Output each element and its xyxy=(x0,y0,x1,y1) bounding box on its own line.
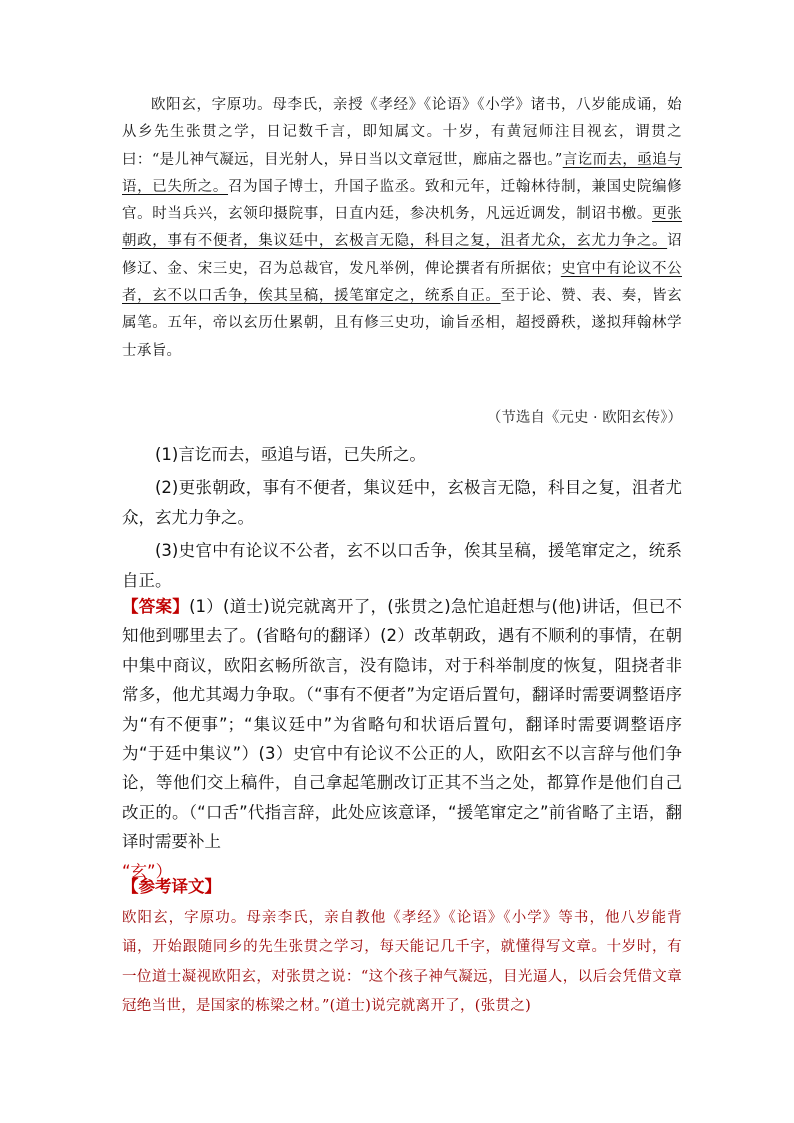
passage-text: 至于论、赞、表、奏，皆玄属笔。五年，帝以玄历仕累朝，且有修三史功，谕旨丞相，超授爵秩，遂拟拜翰林学士承旨。 xyxy=(122,288,682,359)
translation-text: 欧阳玄，字原功。母亲李氏，亲自教他《孝经》《论语》《小学》等书，他八岁能背诵，开始跟随同乡的先生张贯之学习，每天能记几千字，就懂得写文章。十岁时，有一位道士凝视欧阳玄，对张贯之说：“这个孩子神气凝远，目光逼人，以后会凭借文章冠绝当世，是国家的栋梁之材。”(道士)说完就离开了，(张贯之) xyxy=(122,910,682,1015)
translation-label: 【参考译文】 xyxy=(122,877,221,896)
answer-text: (1）(道士)说完就离开了，(张贯之)急忙追赶想与(他)讲话，但已不知他到哪里去了。(省略句的翻译）(2）改革朝政，遇有不顺利的事情，在朝中集中商议，欧阳玄畅所欲言，没有隐讳，对于科举制度的恢复，阻挠者非常多，他尤其竭力争取。（“事有不便者”为定语后置句，翻译时需要调整语序为“有不便事”；“集议廷中”为省略句和状语后置句，翻译时需要调整语序为“于廷中集议”）(3）史官中有论议不公正的人，欧阳玄不以言辞与他们争论，等他们交上稿件，自己拿起笔删改订正其不当之处，都算作是他们自己改正的。（“口舌”代指言辞，此处应该意译，“援笔窜定之”前省略了主语，翻译时需要补上 xyxy=(122,597,683,852)
passage-text: 召为国子博士，升国子监丞。致和元年，迁翰林待制，兼国史院编修官。时当兵兴，玄领印摄院事，日直内廷，参决机务，凡远近调发，制诏书檄。 xyxy=(122,178,683,223)
question-1: (1)言讫而去，亟追与语，已失所之。 xyxy=(155,445,426,464)
source-citation: （节选自《元史 · 欧阳玄传》） xyxy=(486,410,682,426)
passage-text: 诏修辽、金、宋三史，召为总裁官，发凡举例，俾论撰者有所据依； xyxy=(122,233,682,277)
translation-questions xyxy=(122,440,682,599)
passage-text: 欧阳玄，字原功。母李氏，亲授《孝经》《论语》《小学》诸书，八岁能成诵，始从乡先生张贯之学，日记数千言，即知属文。十岁，有黄冠师注目视玄，谓贯之曰：“是儿神气凝远，目光射人，异日当以文章冠世，廊庙之器也。” xyxy=(122,97,682,168)
answer-label: 【答案】 xyxy=(122,597,190,616)
question-2: (2)更张朝政，事有不便者，集议廷中，玄极言无隐，科目之复，沮者尤众，玄尤力争之。 xyxy=(122,478,682,527)
underlined-sentence-2: 更张朝政，事有不便者，集议廷中，玄极言无隐，科目之复，沮者尤众，玄尤力争之。 xyxy=(122,206,683,250)
passage-paragraph xyxy=(122,92,682,365)
answer-tail: “玄”） xyxy=(122,861,173,881)
reference-translation xyxy=(122,904,682,1022)
underlined-sentence-3: 史官中有论议不公者，玄不以口舌争，俟其呈稿，援笔窜定之，统系自正。 xyxy=(122,260,682,305)
answer-section xyxy=(122,592,682,886)
question-3: (3)史官中有论议不公者，玄不以口舌争，俟其呈稿，援笔窜定之，统系自正。 xyxy=(122,541,682,590)
underlined-sentence-1: 言讫而去，亟追与语，已失所之。 xyxy=(122,151,682,195)
classical-passage xyxy=(122,92,682,365)
